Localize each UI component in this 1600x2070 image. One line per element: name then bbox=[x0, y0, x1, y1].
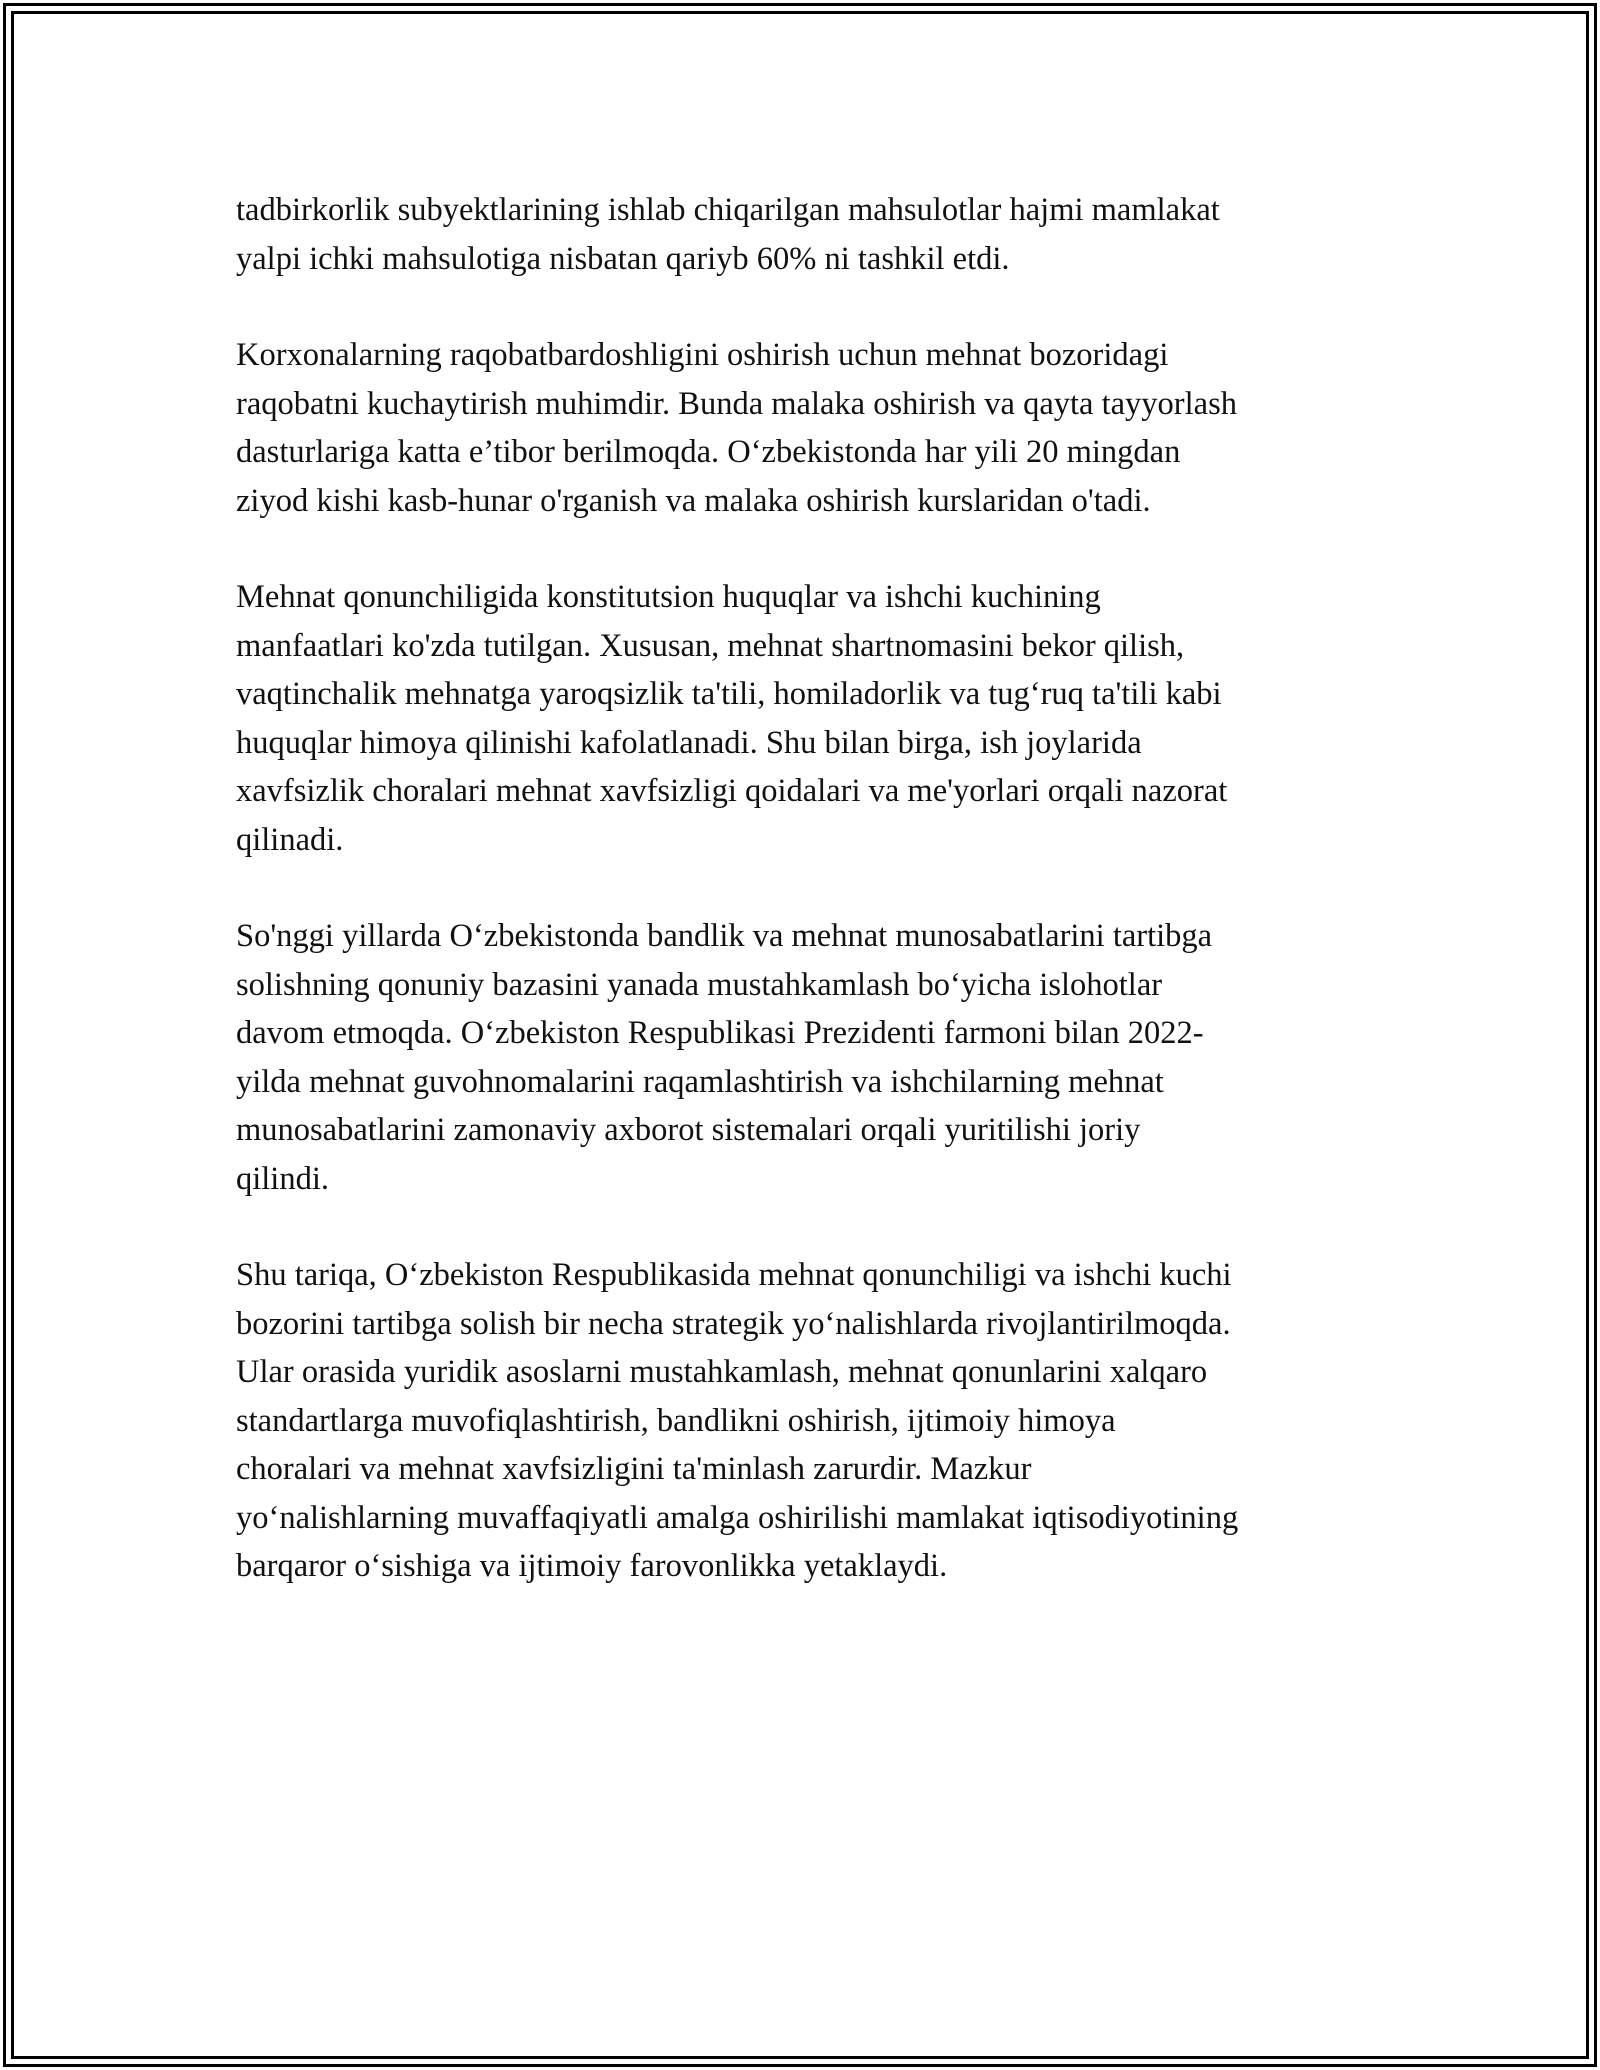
paragraph-3: Mehnat qonunchiligida konstitutsion huquqlar va ishchi kuchining manfaatlari ko'zda tutilgan. Xususan, mehnat shartnomasini bekor qilish, vaqtinchalik mehnatga yaroqsizlik ta'tili, homiladorlik va tug‘ruq ta'tili kabi huquqlar himoya qilinishi kafolatlanadi. Shu bilan birga, ish joylarida xavfsizlik choralari mehnat xavfsizligi qoidalari va me'yorlari orqali nazorat qilinadi. bbox=[236, 579, 1228, 858]
paragraph-4: So'nggi yillarda O‘zbekistonda bandlik va mehnat munosabatlarini tartibga solishning qonuniy bazasini yanada mustahkamlash bo‘yicha islohotlar davom etmoqda. O‘zbekiston Respublikasi Prezidenti farmoni bilan 2022- yilda mehnat guvohnomalarini raqamlashtirish va ishchilarning mehnat munosabatlarini zamonaviy axborot sistemalari orqali yuritilishi joriy qilindi. bbox=[236, 918, 1213, 1197]
paragraph-2: Korxonalarning raqobatbardoshligini oshirish uchun mehnat bozoridagi raqobatni kuchaytirish muhimdir. Bunda malaka oshirish va qayta tayyorlash dasturlariga katta e’tibor berilmoqda. O‘zbekistonda har yili 20 mingdan ziyod kishi kasb-hunar o'rganish va malaka oshirish kurslaridan o'tadi. bbox=[236, 337, 1237, 519]
paragraph-5: Shu tariqa, O‘zbekiston Respublikasida mehnat qonunchiligi va ishchi kuchi bozorini tartibga solish bir necha strategik yo‘nalishlarda rivojlantirilmoqda. Ular orasida yuridik asoslarni mustahkamlash, mehnat qonunlarini xalqaro standartlarga muvofiqlashtirish, bandlikni oshirish, ijtimoiy himoya choralari va mehnat xavfsizligini ta'minlash zarurdir. Mazkur yo‘nalishlarning muvaffaqiyatli amalga oshirilishi mamlakat iqtisodiyotining barqaror o‘sishiga va ijtimoiy farovonlikka yetaklaydi. bbox=[236, 1257, 1239, 1584]
paragraph-1: tadbirkorlik subyektlarining ishlab chiqarilgan mahsulotlar hajmi mamlakat yalpi ichki mahsulotiga nisbatan qariyb 60% ni tashkil etdi. bbox=[236, 192, 1220, 277]
document-body bbox=[236, 186, 1386, 1591]
